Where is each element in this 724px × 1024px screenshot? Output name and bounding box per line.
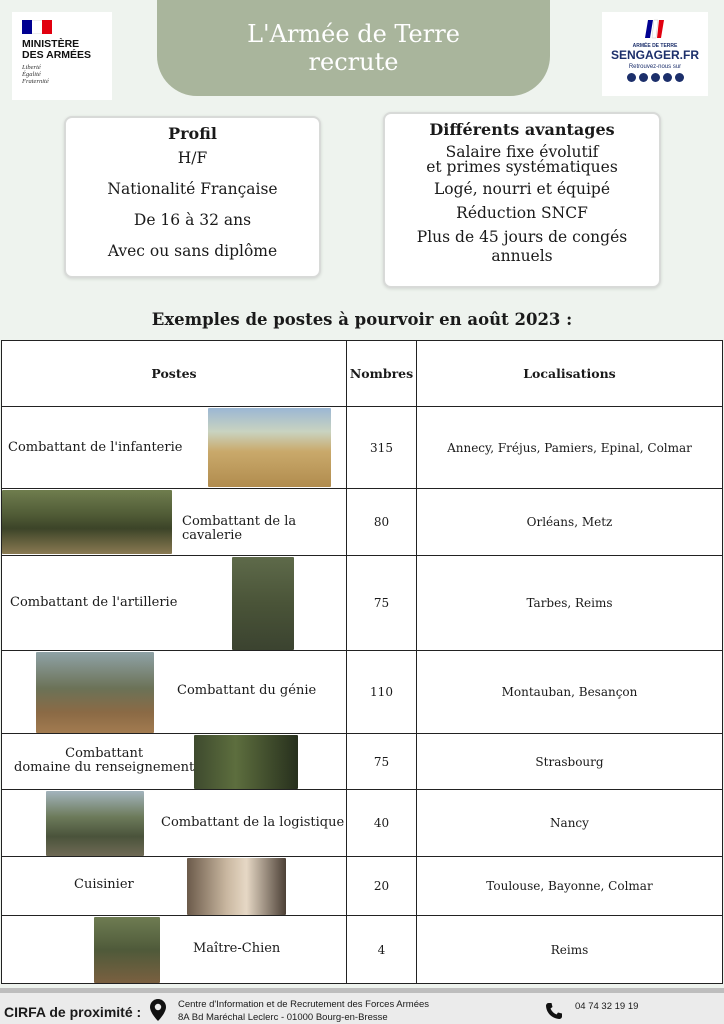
table-row xyxy=(2,489,723,556)
brand-name: SENGAGER.FR xyxy=(610,48,699,62)
poste-cell xyxy=(2,734,347,790)
motto-fraternite: Fraternité xyxy=(22,78,49,85)
republic-motto xyxy=(22,64,102,85)
french-flag-icon xyxy=(22,20,52,34)
profil-box xyxy=(64,116,321,278)
localisations-cell: Toulouse, Bayonne, Colmar xyxy=(417,857,723,916)
avantages-box xyxy=(383,112,661,288)
localisations-cell: Nancy xyxy=(417,790,723,857)
profil-diploma: Avec ou sans diplôme xyxy=(107,242,278,260)
poste-label: Combattant de la logistique xyxy=(161,815,345,830)
table-row xyxy=(2,651,723,734)
tank-photo xyxy=(2,490,172,554)
nombre-cell: 75 xyxy=(347,556,417,651)
avantages-heading: Différents avantages xyxy=(429,120,615,139)
avantage-salaire xyxy=(426,145,618,175)
cirfa-title: CIRFA de proximité : xyxy=(4,1004,142,1020)
localisations-cell: Montauban, Besançon xyxy=(417,651,723,734)
poste-cell xyxy=(2,916,347,984)
nombre-cell: 315 xyxy=(347,407,417,489)
title-line-2: recrute xyxy=(308,48,399,76)
table-row xyxy=(2,407,723,489)
localisations-cell: Reims xyxy=(417,916,723,984)
poste-label: Combattant de l'infanterie xyxy=(8,440,183,455)
table-row xyxy=(2,916,723,984)
avantage-conges: Plus de 45 jours de congés annuels xyxy=(416,228,628,265)
find-us-text: Retrouvez-nous sur xyxy=(628,64,682,70)
localisations-cell: Annecy, Fréjus, Pamiers, Epinal, Colmar xyxy=(417,407,723,489)
poste-label xyxy=(14,747,194,775)
sengager-logo xyxy=(602,12,708,96)
logistics-photo xyxy=(46,791,144,856)
jobs-table xyxy=(1,340,723,984)
avantage-loge: Logé, nourri et équipé xyxy=(433,180,611,198)
address-line-2: 8A Bd Maréchal Leclerc - 01000 Bourg-en-Bresse xyxy=(178,1012,388,1023)
poste-label-line-1: Combattant xyxy=(65,746,144,761)
nombre-cell: 75 xyxy=(347,734,417,790)
motto-liberte: Liberté xyxy=(22,64,41,71)
profil-age: De 16 à 32 ans xyxy=(133,211,252,229)
instagram-icon[interactable] xyxy=(651,73,660,82)
localisations-cell: Tarbes, Reims xyxy=(417,556,723,651)
ministry-line-2: DES ARMÉES xyxy=(22,49,92,61)
avantage-salaire-line-2: et primes systématiques xyxy=(426,158,618,176)
cook-photo xyxy=(187,858,286,915)
address-line-1: Centre d'Information et de Recrutement des Forces Armées xyxy=(178,999,430,1010)
footer xyxy=(0,988,724,1024)
poste-cell xyxy=(2,489,347,556)
motto-egalite: Égalité xyxy=(22,71,41,78)
snapchat-icon[interactable] xyxy=(663,73,672,82)
dog-handler-photo xyxy=(94,917,160,983)
ministry-line-1: MINISTÈRE xyxy=(22,38,80,50)
avantage-sncf: Réduction SNCF xyxy=(456,204,588,222)
nombre-cell: 80 xyxy=(347,489,417,556)
poste-label: Combattant du génie xyxy=(177,683,317,698)
table-row xyxy=(2,556,723,651)
table-header-row xyxy=(2,341,723,407)
header-postes: Postes xyxy=(2,341,347,407)
twitter-icon[interactable] xyxy=(639,73,648,82)
header-nombres: Nombres xyxy=(347,341,417,407)
poste-label: Combattant de la cavalerie xyxy=(182,514,297,543)
nombre-cell: 110 xyxy=(347,651,417,734)
poste-cell xyxy=(2,556,347,651)
nombre-cell: 4 xyxy=(347,916,417,984)
poste-label-line-2: domaine du renseignement xyxy=(14,760,195,775)
table-row xyxy=(2,857,723,916)
nombre-cell: 40 xyxy=(347,790,417,857)
infantry-photo xyxy=(208,408,331,487)
artillery-photo xyxy=(232,557,294,650)
page-title xyxy=(157,0,550,96)
localisations-cell: Orléans, Metz xyxy=(417,489,723,556)
profil-gender: H/F xyxy=(177,149,208,167)
avantage-salaire-line-1: Salaire fixe évolutif xyxy=(445,143,599,161)
table-row xyxy=(2,790,723,857)
profil-nationality: Nationalité Française xyxy=(107,180,278,198)
table-row xyxy=(2,734,723,790)
section-title: Exemples de postes à pourvoir en août 2023 : xyxy=(151,310,573,329)
ministry-name xyxy=(22,39,102,61)
phone-icon xyxy=(545,1002,563,1020)
poste-cell xyxy=(2,651,347,734)
tiktok-icon[interactable] xyxy=(675,73,684,82)
poste-cell xyxy=(2,857,347,916)
profil-heading: Profil xyxy=(168,124,217,143)
poste-cell xyxy=(2,790,347,857)
armee-de-terre-emblem-icon xyxy=(642,16,668,42)
header-localisations: Localisations xyxy=(417,341,723,407)
localisations-cell: Strasbourg xyxy=(417,734,723,790)
brand-subtitle: ARMÉE DE TERRE xyxy=(632,43,678,49)
poste-label: Combattant de l'artillerie xyxy=(10,595,178,610)
social-icons xyxy=(627,73,684,82)
phone-number[interactable]: 04 74 32 19 19 xyxy=(575,1001,639,1012)
engineers-photo xyxy=(36,652,154,733)
poste-label: Maître-Chien xyxy=(193,941,281,956)
location-pin-icon xyxy=(150,999,166,1021)
poste-cell xyxy=(2,407,347,489)
ministere-des-armees-logo xyxy=(12,12,112,100)
nombre-cell: 20 xyxy=(347,857,417,916)
title-line-1: L'Armée de Terre xyxy=(247,20,460,48)
facebook-icon[interactable] xyxy=(627,73,636,82)
intelligence-photo xyxy=(194,735,298,789)
poste-label: Cuisinier xyxy=(74,877,134,892)
